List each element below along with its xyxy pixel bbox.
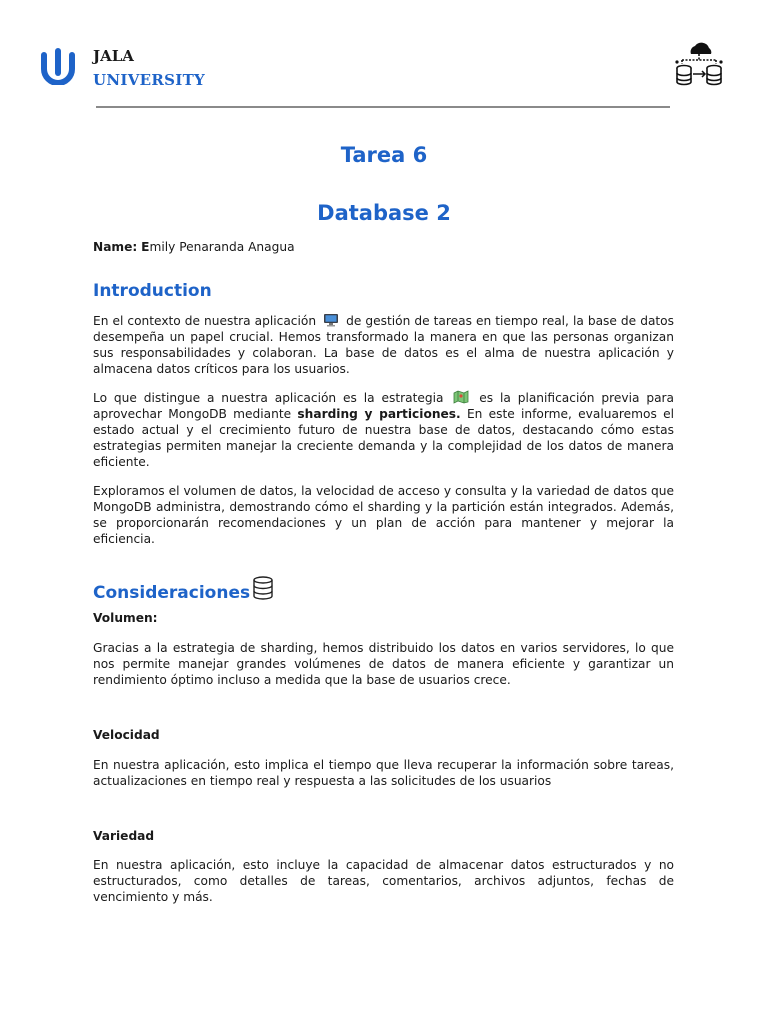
map-icon xyxy=(453,390,469,404)
cloud-database-icon xyxy=(674,40,724,86)
brand-name xyxy=(93,44,205,92)
task-title: Tarea 6 xyxy=(340,143,428,167)
intro-p2-bold: sharding y particiones. xyxy=(297,407,461,421)
name-value: mily Penaranda Anagua xyxy=(149,240,295,254)
name-initial: E xyxy=(141,240,150,254)
intro-p2-end: En este informe, evaluaremos el estado actual y el crecimiento futuro de nuestra base de datos, destacando cómo estas estrategias permiten manejar la creciente demanda y la complejidad de los datos de manera eficiente. xyxy=(93,407,674,469)
desktop-computer-icon xyxy=(323,313,339,327)
intro-paragraph-3: Exploramos el volumen de datos, la velocidad de acceso y consulta y la variedad de datos que MongoDB administra, demostrando cómo el sharding y la partición están integrados. Además, se proporcionarán recomendaciones y un plan de acción para mantener y mejorar la eficiencia. xyxy=(93,484,674,546)
velocity-heading: Velocidad xyxy=(93,728,160,742)
intro-p2-middle: es la planificación previa para aprovechar MongoDB mediante xyxy=(93,391,675,421)
introduction-heading: Introduction xyxy=(93,281,212,301)
brand-line-1: JALA xyxy=(93,47,134,65)
jala-university-logo-icon xyxy=(40,47,76,85)
intro-paragraph-2 xyxy=(93,390,674,470)
volume-heading: Volumen: xyxy=(93,611,158,625)
considerations-heading-text: Consideraciones xyxy=(93,583,251,603)
intro-p1-start: En el contexto de nuestra aplicación xyxy=(93,314,317,328)
velocity-paragraph: En nuestra aplicación, esto implica el tiempo que lleva recuperar la información sobre tareas, actualizaciones en tiempo real y respuesta a las solicitudes de los usuarios xyxy=(93,758,674,788)
header-divider xyxy=(96,106,670,108)
student-name-line xyxy=(93,240,674,254)
considerations-heading xyxy=(93,576,274,603)
name-label: Name: xyxy=(93,240,138,254)
intro-p1-end: de gestión de tareas en tiempo real, la base de datos desempeña un papel crucial. Hemos transformado la manera en que las personas organizan sus responsabilidades y colaboran. La base de datos es el alma de nuestra aplicación y almacena datos críticos para los usuarios. xyxy=(93,314,674,376)
intro-p2-start: Lo que distingue a nuestra aplicación es la estrategia xyxy=(93,391,444,405)
variety-heading: Variedad xyxy=(93,829,155,843)
variety-paragraph: En nuestra aplicación, esto incluye la capacidad de almacenar datos estructurados y no estructurados, como detalles de tareas, comentarios, archivos adjuntos, fechas de vencimiento y más. xyxy=(93,858,674,904)
subject-title: Database 2 xyxy=(317,201,451,225)
database-icon xyxy=(252,576,274,600)
brand-line-2: UNIVERSITY xyxy=(93,71,206,89)
intro-paragraph-1 xyxy=(93,313,674,377)
volume-paragraph: Gracias a la estrategia de sharding, hemos distribuido los datos en varios servidores, lo que nos permite manejar grandes volúmenes de datos de manera eficiente y garantizar un rendimiento óptimo incluso a medida que la base de usuarios crece. xyxy=(93,641,674,687)
document-header xyxy=(0,0,768,110)
